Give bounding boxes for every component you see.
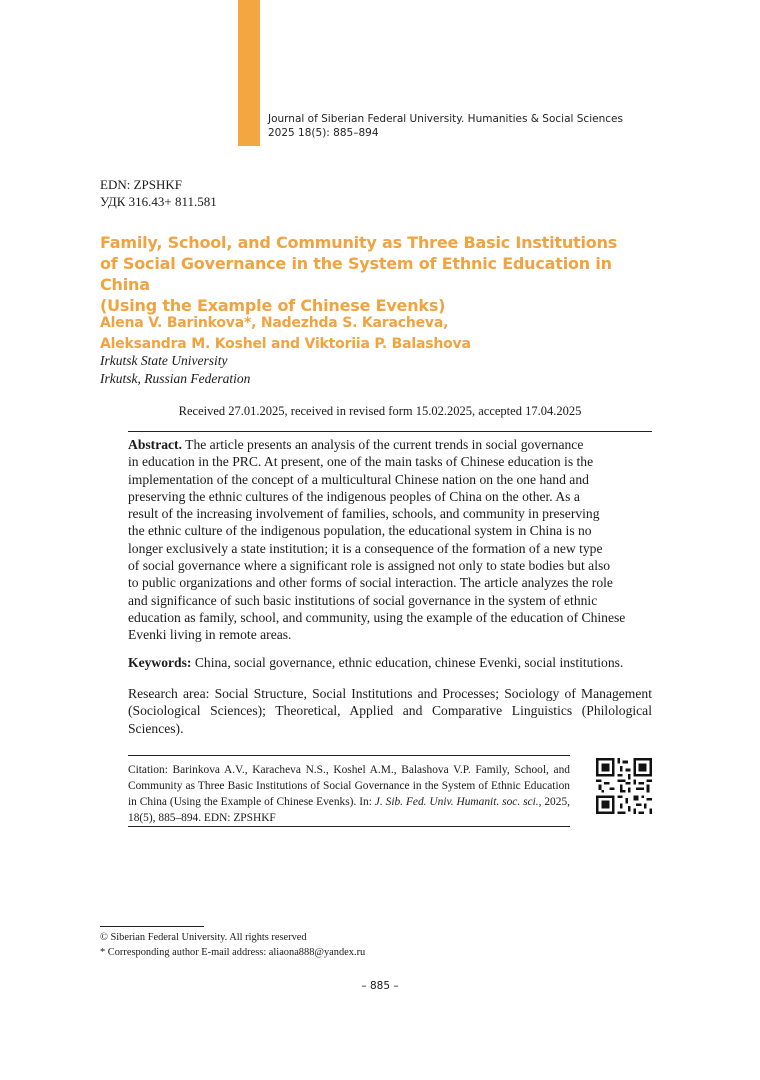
abstract-line	[128, 436, 652, 453]
copyright-note: © Siberian Federal University. All rights reserved	[100, 932, 307, 943]
abstract	[128, 436, 652, 644]
citation-text: Citation: Barinkova A.V., Karacheva N.S., Koshel A.M., Balashova V.P. Family, School, and Community as Three Basic Institutions of Social Governance in the System of Ethnic Education in China (Using the Example of Chinese Evenks). In:	[128, 764, 570, 808]
abstract-line: longer exclusively a state institution; it is a consequence of the formation of a new type	[128, 540, 603, 556]
journal-title: Journal of Siberian Federal University. Humanities & Social Sciences	[268, 113, 623, 125]
keywords-text: China, social governance, ethnic education, chinese Evenki, social institutions.	[194, 655, 624, 670]
abstract-line: the ethnic culture of the indigenous population, the educational system in China is no	[128, 523, 592, 539]
footnotes	[100, 930, 365, 960]
title-line: Family, School, and Community as Three Basic Institutions	[100, 233, 618, 252]
abstract-text: The article presents an analysis of the current trends in social governance	[185, 437, 584, 452]
affiliation-city: Irkutsk, Russian Federation	[100, 371, 251, 386]
authors-line: Alena V. Barinkova*, Nadezhda S. Karacheva,	[100, 315, 449, 331]
corresponding-author-note: * Corresponding author E-mail address: aliaona888@yandex.ru	[100, 947, 366, 958]
abstract-line: Evenki living in remote areas.	[128, 627, 292, 643]
citation	[128, 762, 570, 826]
identifiers	[100, 176, 217, 210]
footnote-rule	[100, 926, 204, 927]
affiliation-university: Irkutsk State University	[100, 353, 228, 368]
authors-line: Aleksandra M. Koshel and Viktoriia P. Balashova	[100, 336, 471, 352]
citation-tail: , 2025, 18(5), 885–894. EDN: ZPSHKF	[128, 796, 570, 824]
header-accent-bar	[238, 0, 260, 146]
abstract-line: preserving the ethnic cultures of the indigenous peoples of China on the other. As a	[128, 488, 580, 504]
qr-code[interactable]	[596, 758, 652, 814]
affiliation	[100, 352, 250, 388]
abstract-line: to public organizations and other forms of social interaction. The article analyzes the role	[128, 575, 613, 591]
article-title	[100, 232, 660, 316]
udk-code: УДК 316.43+ 811.581	[100, 194, 217, 209]
citation-top-rule	[128, 755, 570, 756]
keywords-label: Keywords:	[128, 655, 192, 670]
citation-journal: J. Sib. Fed. Univ. Humanit. soc. sci.	[374, 796, 539, 808]
keywords	[128, 654, 658, 671]
abstract-line: result of the increasing involvement of families, schools, and community in preserving	[128, 506, 600, 522]
abstract-top-rule	[128, 431, 652, 432]
research-area: Research area: Social Structure, Social Institutions and Processes; Sociology of Management (Sociological Sciences); Theoretical, Applied and Comparative Linguistics (Philological Sciences).	[128, 686, 652, 736]
citation-bottom-rule	[128, 826, 570, 827]
page-number: – 885 –	[361, 980, 399, 992]
abstract-label: Abstract.	[128, 437, 182, 452]
journal-issue: 2025 18(5): 885–894	[268, 127, 379, 139]
title-line: of Social Governance in the System of Ethnic Education in China	[100, 254, 612, 294]
title-line: (Using the Example of Chinese Evenks)	[100, 296, 446, 315]
abstract-line: education as family, school, and community, using the example of the education of Chinese	[128, 609, 626, 625]
journal-header	[268, 112, 623, 140]
abstract-line: of social governance where a significant role is assigned not only to state bodies but also	[128, 558, 611, 574]
author-list	[100, 313, 471, 355]
abstract-line: and significance of such basic institutions of social governance in the system of ethnic	[128, 592, 598, 608]
abstract-line: in education in the PRC. At present, one of the main tasks of Chinese education is the	[128, 454, 594, 470]
received-dates: Received 27.01.2025, received in revised form 15.02.2025, accepted 17.04.2025	[178, 404, 582, 418]
abstract-line: implementation of the concept of a multicultural Chinese nation on the one hand and	[128, 471, 589, 487]
edn-code: EDN: ZPSHKF	[100, 177, 182, 192]
